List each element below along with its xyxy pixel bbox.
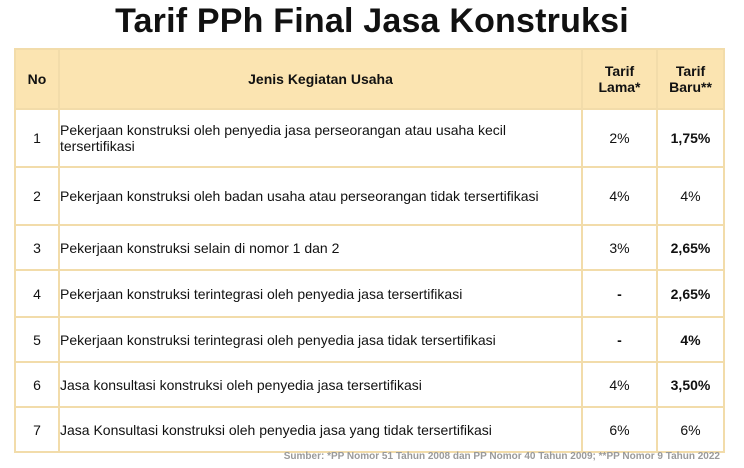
cell-no: 7 xyxy=(15,407,59,452)
page-title: Tarif PPh Final Jasa Konstruksi xyxy=(115,2,629,40)
cell-tarif-baru: 2,65% xyxy=(657,225,724,270)
table-row xyxy=(15,225,724,270)
cell-tarif-lama: 3% xyxy=(582,225,657,270)
table-row xyxy=(15,317,724,362)
header-jenis: Jenis Kegiatan Usaha xyxy=(59,49,582,109)
cell-no: 5 xyxy=(15,317,59,362)
cell-tarif-baru: 3,50% xyxy=(657,362,724,407)
cell-no: 2 xyxy=(15,167,59,225)
header-tarif-lama-line2: Lama* xyxy=(598,79,641,95)
cell-tarif-lama: - xyxy=(582,270,657,317)
header-tarif-baru xyxy=(657,49,724,109)
source-note: Sumber: *PP Nomor 51 Tahun 2008 dan PP Nomor 40 Tahun 2009; **PP Nomor 9 Tahun 2022 xyxy=(283,451,720,462)
cell-jenis-kegiatan: Pekerjaan konstruksi oleh penyedia jasa perseorangan atau usaha kecil tersertifikasi xyxy=(59,109,582,167)
cell-no: 3 xyxy=(15,225,59,270)
cell-no: 1 xyxy=(15,109,59,167)
cell-tarif-baru: 2,65% xyxy=(657,270,724,317)
header-no: No xyxy=(15,49,59,109)
cell-no: 4 xyxy=(15,270,59,317)
header-tarif-lama-line1: Tarif xyxy=(604,63,635,79)
cell-jenis-kegiatan: Pekerjaan konstruksi selain di nomor 1 dan 2 xyxy=(59,225,582,270)
header-tarif-lama xyxy=(582,49,657,109)
cell-tarif-baru: 1,75% xyxy=(657,109,724,167)
cell-jenis-kegiatan: Pekerjaan konstruksi terintegrasi oleh penyedia jasa tersertifikasi xyxy=(59,270,582,317)
table-row xyxy=(15,362,724,407)
header-tarif-baru-line2: Baru** xyxy=(669,79,712,95)
cell-tarif-baru: 4% xyxy=(657,167,724,225)
cell-tarif-baru: 4% xyxy=(657,317,724,362)
table-row xyxy=(15,407,724,452)
cell-tarif-lama: 2% xyxy=(582,109,657,167)
table-body xyxy=(15,109,724,452)
cell-no: 6 xyxy=(15,362,59,407)
cell-tarif-lama: 4% xyxy=(582,362,657,407)
cell-tarif-baru: 6% xyxy=(657,407,724,452)
cell-jenis-kegiatan: Jasa konsultasi konstruksi oleh penyedia jasa tersertifikasi xyxy=(59,362,582,407)
tariff-table xyxy=(14,48,725,453)
table-row xyxy=(15,167,724,225)
cell-jenis-kegiatan: Jasa Konsultasi konstruksi oleh penyedia jasa yang tidak tersertifikasi xyxy=(59,407,582,452)
table-row xyxy=(15,270,724,317)
table-header-row xyxy=(15,49,724,109)
table-row xyxy=(15,109,724,167)
header-tarif-baru-line1: Tarif xyxy=(675,63,706,79)
cell-tarif-lama: 4% xyxy=(582,167,657,225)
cell-tarif-lama: - xyxy=(582,317,657,362)
cell-jenis-kegiatan: Pekerjaan konstruksi oleh badan usaha atau perseorangan tidak tersertifikasi xyxy=(59,167,582,225)
cell-tarif-lama: 6% xyxy=(582,407,657,452)
cell-jenis-kegiatan: Pekerjaan konstruksi terintegrasi oleh penyedia jasa tidak tersertifikasi xyxy=(59,317,582,362)
